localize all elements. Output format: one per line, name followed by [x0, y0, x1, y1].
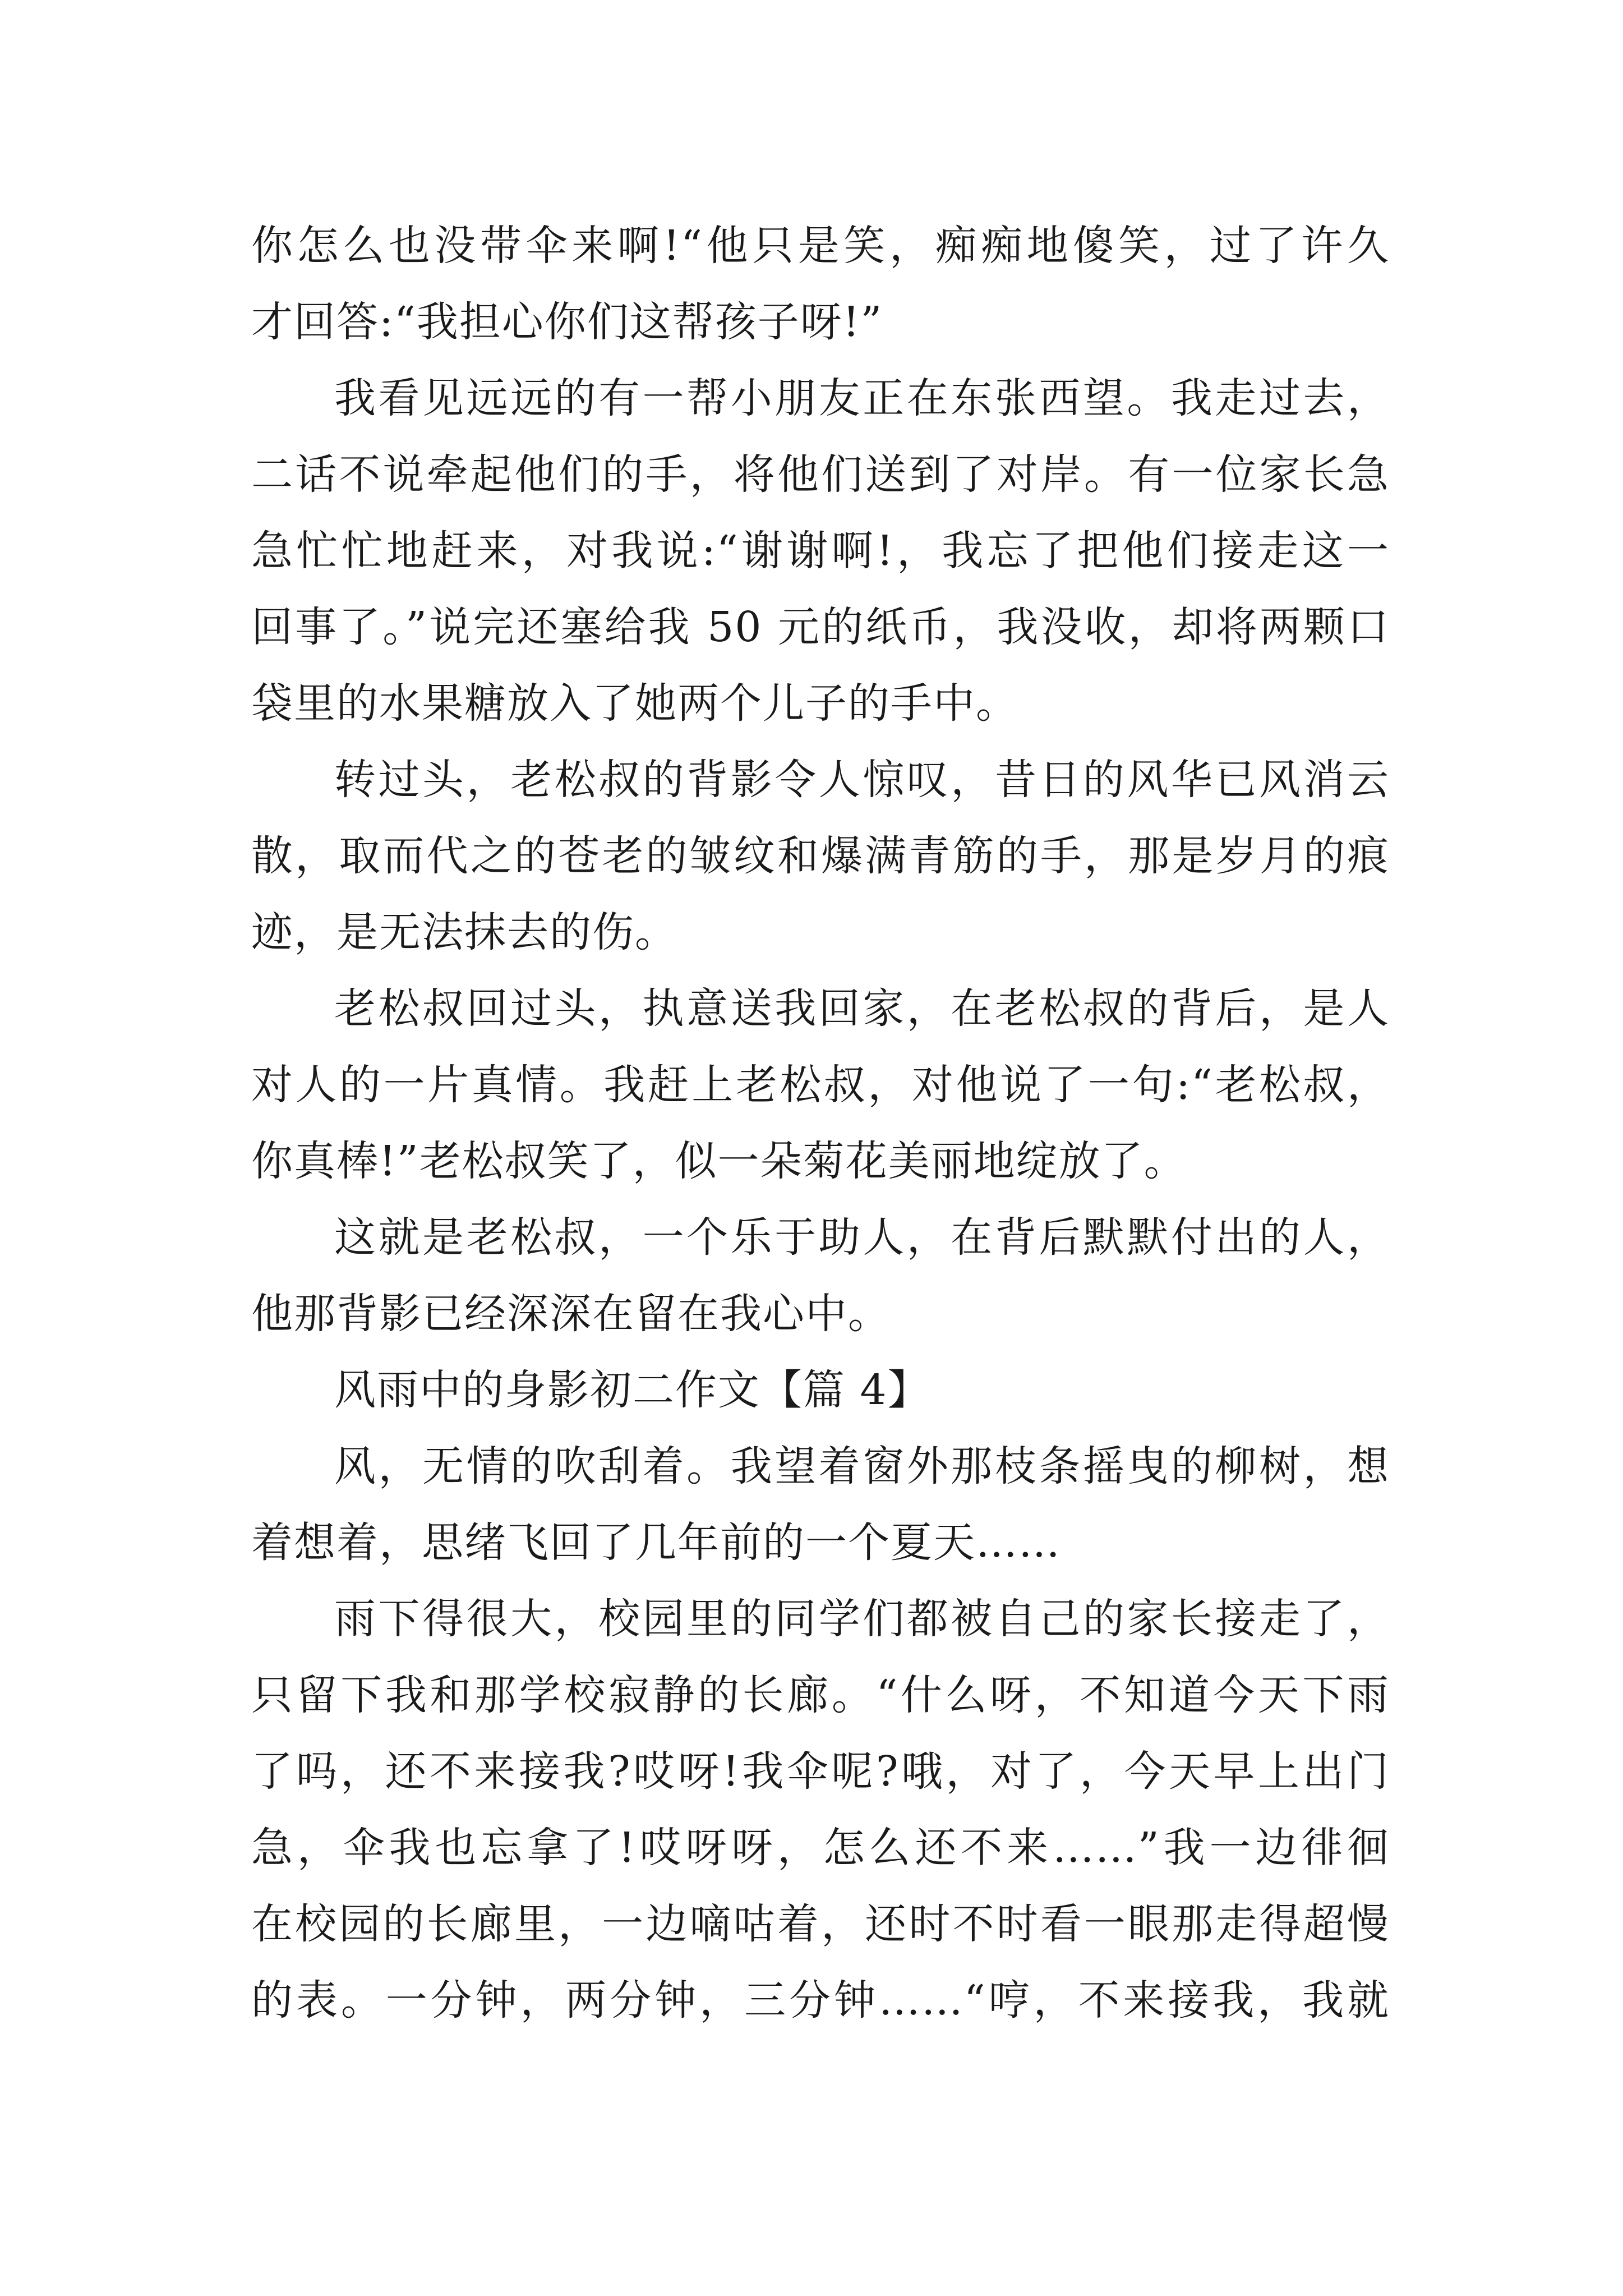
text-line: 雨下得很大，校园里的同学们都被自己的家长接走了， [334, 1595, 1390, 1643]
text-line: 迹，是无法抹去的伤。 [251, 908, 677, 956]
essay-body [251, 208, 1390, 2039]
text-line: 只留下我和那学校寂静的长廊。“什么呀，不知道今天下雨 [251, 1671, 1390, 1719]
text-line: 在校园的长廊里，一边嘀咕着，还时不时看一眼那走得超慢 [251, 1900, 1390, 1948]
text-line: 我看见远远的有一帮小朋友正在东张西望。我走过去， [334, 374, 1390, 422]
text-line: 风，无情的吹刮着。我望着窗外那枝条摇曳的柳树，想 [334, 1442, 1390, 1490]
text-line: 的表。一分钟，两分钟，三分钟……“哼，不来接我，我就 [251, 1976, 1390, 2024]
text-line: 风雨中的身影初二作文【篇 4】 [334, 1366, 930, 1414]
text-line: 着想着，思绪飞回了几年前的一个夏天…… [251, 1519, 1061, 1567]
text-line: 这就是老松叔，一个乐于助人，在背后默默付出的人， [334, 1213, 1390, 1262]
text-line: 你怎么也没带伞来啊!“他只是笑，痴痴地傻笑，过了许久 [251, 222, 1390, 270]
text-line: 急忙忙地赶来，对我说:“谢谢啊!，我忘了把他们接走这一 [251, 527, 1390, 575]
text-line: 他那背影已经深深在留在我心中。 [251, 1290, 891, 1338]
text-line: 急，伞我也忘拿了!哎呀呀，怎么还不来……”我一边徘徊 [251, 1824, 1390, 1872]
text-line: 对人的一片真情。我赶上老松叔，对他说了一句:“老松叔， [251, 1061, 1390, 1109]
text-line: 袋里的水果糖放入了她两个儿子的手中。 [251, 679, 1018, 728]
text-line: 你真棒!”老松叔笑了，似一朵菊花美丽地绽放了。 [251, 1137, 1187, 1185]
text-line: 老松叔回过头，执意送我回家，在老松叔的背后，是人 [334, 984, 1390, 1033]
text-line: 散，取而代之的苍老的皱纹和爆满青筋的手，那是岁月的痕 [251, 832, 1390, 880]
text-line: 转过头，老松叔的背影令人惊叹，昔日的风华已风消云 [334, 756, 1390, 804]
text-line: 回事了。”说完还塞给我 50 元的纸币，我没收，却将两颗口 [251, 603, 1390, 651]
text-line: 才回答:“我担心你们这帮孩子呀!” [251, 298, 883, 346]
text-line: 二话不说牵起他们的手，将他们送到了对岸。有一位家长急 [251, 450, 1390, 499]
text-line: 了吗，还不来接我?哎呀!我伞呢?哦，对了，今天早上出门 [251, 1747, 1390, 1796]
